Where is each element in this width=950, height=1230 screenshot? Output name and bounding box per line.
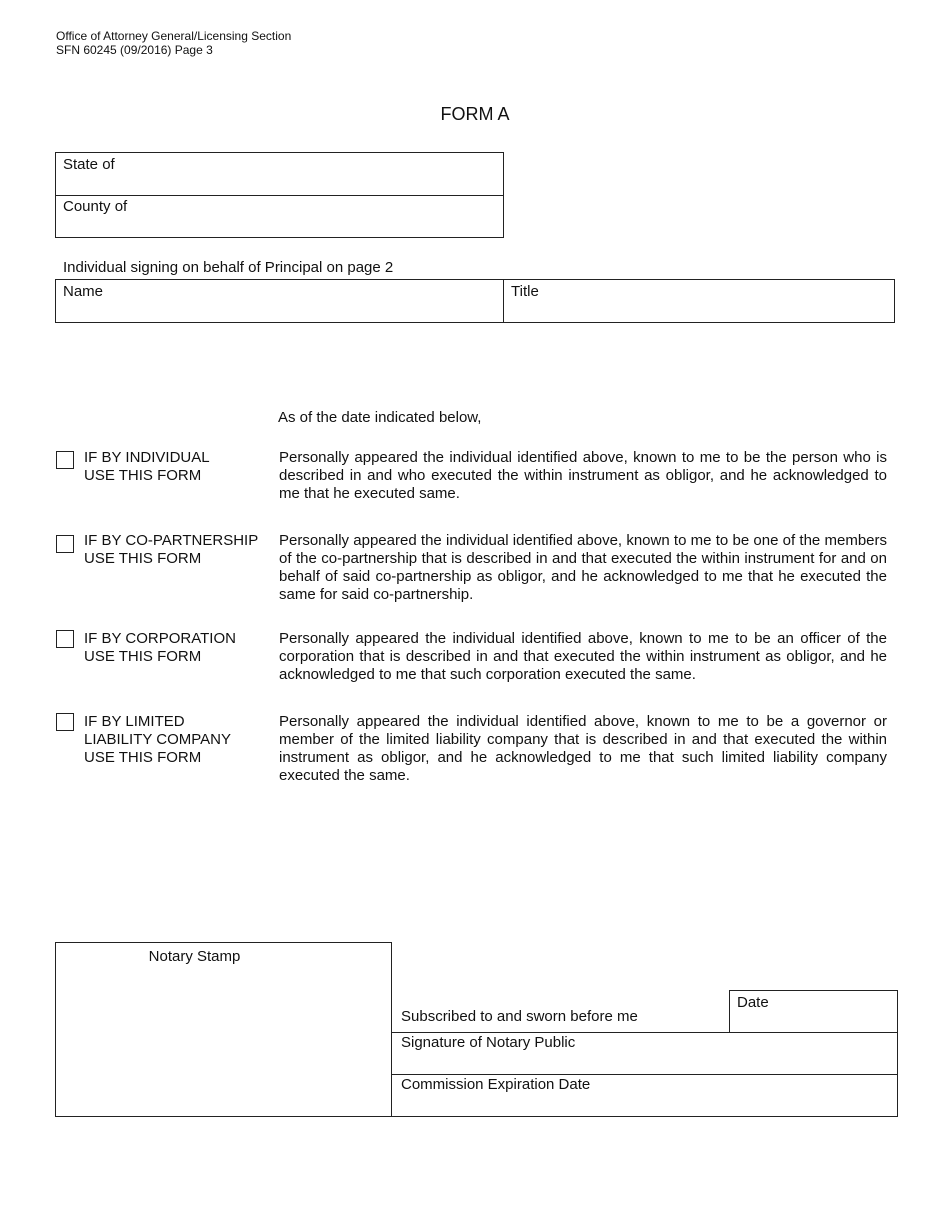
commission-bottom-line	[391, 1116, 898, 1117]
name-field[interactable]	[60, 300, 500, 320]
title-field-label: Title	[511, 283, 539, 300]
notary-right-edge	[391, 942, 392, 1117]
date-field[interactable]	[733, 1010, 893, 1030]
county-field-label: County of	[63, 198, 128, 215]
signer-divider	[503, 280, 504, 322]
notary-stamp-box	[55, 942, 392, 1117]
llc-option-label: IF BY LIMITED LIABILITY COMPANY USE THIS FORM	[84, 713, 231, 766]
individual-option-text: Personally appeared the individual identified above, known to me to be the person who is described in and who executed the within instrument as obligor, and he acknowledged to me that he executed same.	[279, 449, 887, 502]
commission-field[interactable]	[395, 1094, 893, 1114]
copartnership-checkbox[interactable]	[56, 535, 74, 553]
corporation-option-label: IF BY CORPORATION USE THIS FORM	[84, 630, 236, 665]
county-field[interactable]	[170, 197, 500, 235]
individual-checkbox[interactable]	[56, 451, 74, 469]
copartnership-option-text: Personally appeared the individual identified above, known to me to be one of the members of the co-partnership that is described in and that executed the within instrument for and on behalf of said co-partnership as obligor, and he acknowledged to me that he executed the same for said co-partnership.	[279, 532, 887, 603]
signature-bottom-line	[391, 1074, 898, 1075]
name-field-label: Name	[63, 283, 104, 300]
state-field-label: State of	[63, 156, 115, 173]
corporation-option-text: Personally appeared the individual identified above, known to me to be an officer of the corporation that is described in and that executed the within instrument as obligor, and he acknowledged to me that such corporation executed the same.	[279, 630, 887, 683]
intro-text: As of the date indicated below,	[278, 409, 482, 426]
signature-field[interactable]	[395, 1052, 893, 1072]
form-id: SFN 60245 (09/2016) Page 3	[56, 43, 213, 57]
signature-label: Signature of Notary Public	[401, 1034, 576, 1051]
date-field-label: Date	[737, 994, 769, 1011]
notary-stamp-label: Notary Stamp	[148, 948, 241, 965]
llc-checkbox[interactable]	[56, 713, 74, 731]
copartnership-option-label: IF BY CO-PARTNERSHIP USE THIS FORM	[84, 532, 259, 567]
venue-divider	[56, 195, 503, 196]
commission-label: Commission Expiration Date	[401, 1076, 591, 1093]
title-field[interactable]	[507, 300, 891, 320]
sworn-label: Subscribed to and sworn before me	[401, 1008, 638, 1025]
state-field[interactable]	[170, 154, 500, 194]
office-header: Office of Attorney General/Licensing Section	[56, 29, 292, 43]
signer-caption: Individual signing on behalf of Principal on page 2	[63, 259, 394, 276]
individual-option-label: IF BY INDIVIDUAL USE THIS FORM	[84, 449, 210, 484]
llc-option-text: Personally appeared the individual identified above, known to me to be a governor or member of the limited liability company that is described in and that executed the within instrument as obligor, and he acknowledged to me that such limited liability company executed the same.	[279, 713, 887, 784]
corporation-checkbox[interactable]	[56, 630, 74, 648]
form-title: FORM A	[440, 104, 510, 124]
